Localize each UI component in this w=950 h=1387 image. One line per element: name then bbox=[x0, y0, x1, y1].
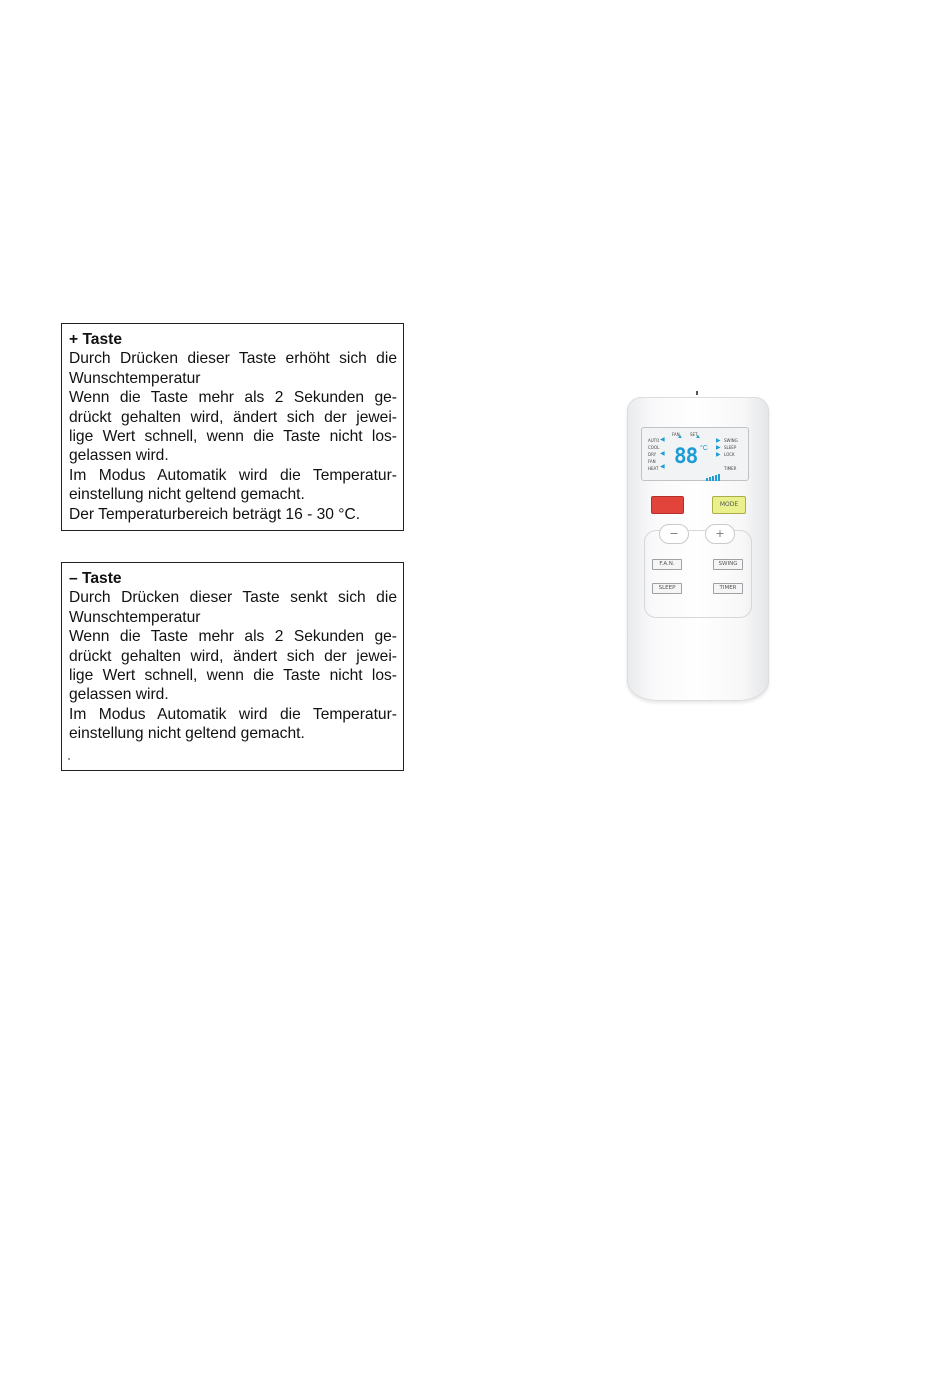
text-line: gelassen wird. bbox=[69, 447, 169, 465]
button-panel bbox=[644, 530, 752, 618]
lcd-degree-icon: °C bbox=[700, 445, 708, 452]
text-line: Durch Drücken dieser Taste erhöht sich die bbox=[69, 350, 397, 368]
minus-key-description-box bbox=[61, 562, 404, 771]
power-button[interactable] bbox=[651, 496, 684, 514]
lcd-label-fan: FAN bbox=[672, 432, 680, 437]
text-line: einstellung nicht geltend gemacht. bbox=[69, 486, 305, 504]
minus-button[interactable]: − bbox=[659, 524, 689, 544]
text-line: Wunschtemperatur bbox=[69, 369, 201, 387]
lcd-label-dry: DRY bbox=[648, 452, 657, 457]
lcd-label-swing: SWING bbox=[724, 438, 738, 443]
text-line: Wunschtemperatur bbox=[69, 608, 201, 626]
text-line: Im Modus Automatik wird die Temperatur- bbox=[69, 705, 397, 723]
fan-button[interactable]: F.A.N. bbox=[652, 559, 682, 570]
text-line: drückt gehalten wird, ändert sich der jewei- bbox=[69, 647, 397, 665]
mode-button[interactable]: MODE bbox=[712, 496, 746, 514]
lcd-label-lock: LOCK bbox=[724, 452, 735, 457]
lcd-arrow-icon: ◀ bbox=[660, 464, 665, 470]
text-line: lige Wert schnell, wenn die Taste nicht los- bbox=[69, 667, 397, 685]
text-line: lige Wert schnell, wenn die Taste nicht los- bbox=[69, 428, 397, 446]
text-line: Der Temperaturbereich beträgt 16 - 30 °C. bbox=[69, 505, 361, 523]
lcd-label-cool: COOL bbox=[648, 445, 660, 450]
text-line: Durch Drücken dieser Taste senkt sich die bbox=[69, 589, 397, 607]
sleep-button[interactable]: SLEEP bbox=[652, 583, 682, 594]
lcd-label-heat: HEAT bbox=[648, 466, 659, 471]
lcd-set-indicator-icon: ▲ bbox=[695, 434, 701, 440]
lcd-label-fan-mode: FAN bbox=[648, 459, 656, 464]
plus-key-description-box bbox=[61, 323, 404, 531]
lcd-arrow-icon: ▶ bbox=[716, 452, 721, 458]
lcd-fan-speed-bars-icon bbox=[706, 463, 721, 481]
text-line: einstellung nicht geltend gemacht. bbox=[69, 725, 305, 743]
timer-button[interactable]: TIMER bbox=[713, 583, 743, 594]
minus-key-title: – Taste bbox=[69, 570, 122, 587]
text-line: Im Modus Automatik wird die Temperatur- bbox=[69, 466, 397, 484]
lcd-label-auto: AUTO bbox=[648, 438, 660, 443]
lcd-arrow-icon: ◀ bbox=[660, 451, 665, 457]
lcd-label-sleep: SLEEP bbox=[724, 445, 737, 450]
lcd-label-set: SET bbox=[690, 432, 698, 437]
text-line: Wenn die Taste mehr als 2 Sekunden ge- bbox=[69, 628, 397, 646]
plus-key-title: + Taste bbox=[69, 331, 123, 348]
text-line: gelassen wird. bbox=[69, 686, 169, 704]
stray-mark bbox=[68, 758, 70, 760]
ir-emitter bbox=[696, 391, 698, 395]
lcd-arrow-icon: ◀ bbox=[660, 437, 665, 443]
lcd-fan-indicator-icon: ▲ bbox=[677, 434, 683, 440]
lcd-arrow-icon: ▶ bbox=[716, 438, 721, 444]
lcd-arrow-icon: ▶ bbox=[716, 445, 721, 451]
text-line: Wenn die Taste mehr als 2 Sekunden ge- bbox=[69, 389, 397, 407]
remote-control-illustration bbox=[627, 397, 769, 701]
lcd-label-timer: TIMER bbox=[724, 466, 737, 471]
plus-button[interactable]: + bbox=[705, 524, 735, 544]
lcd-temperature-digits: 88 bbox=[674, 444, 698, 468]
swing-button[interactable]: SWING bbox=[713, 559, 743, 570]
text-line: drückt gehalten wird, ändert sich der jewei- bbox=[69, 408, 397, 426]
lcd-display bbox=[641, 427, 749, 481]
